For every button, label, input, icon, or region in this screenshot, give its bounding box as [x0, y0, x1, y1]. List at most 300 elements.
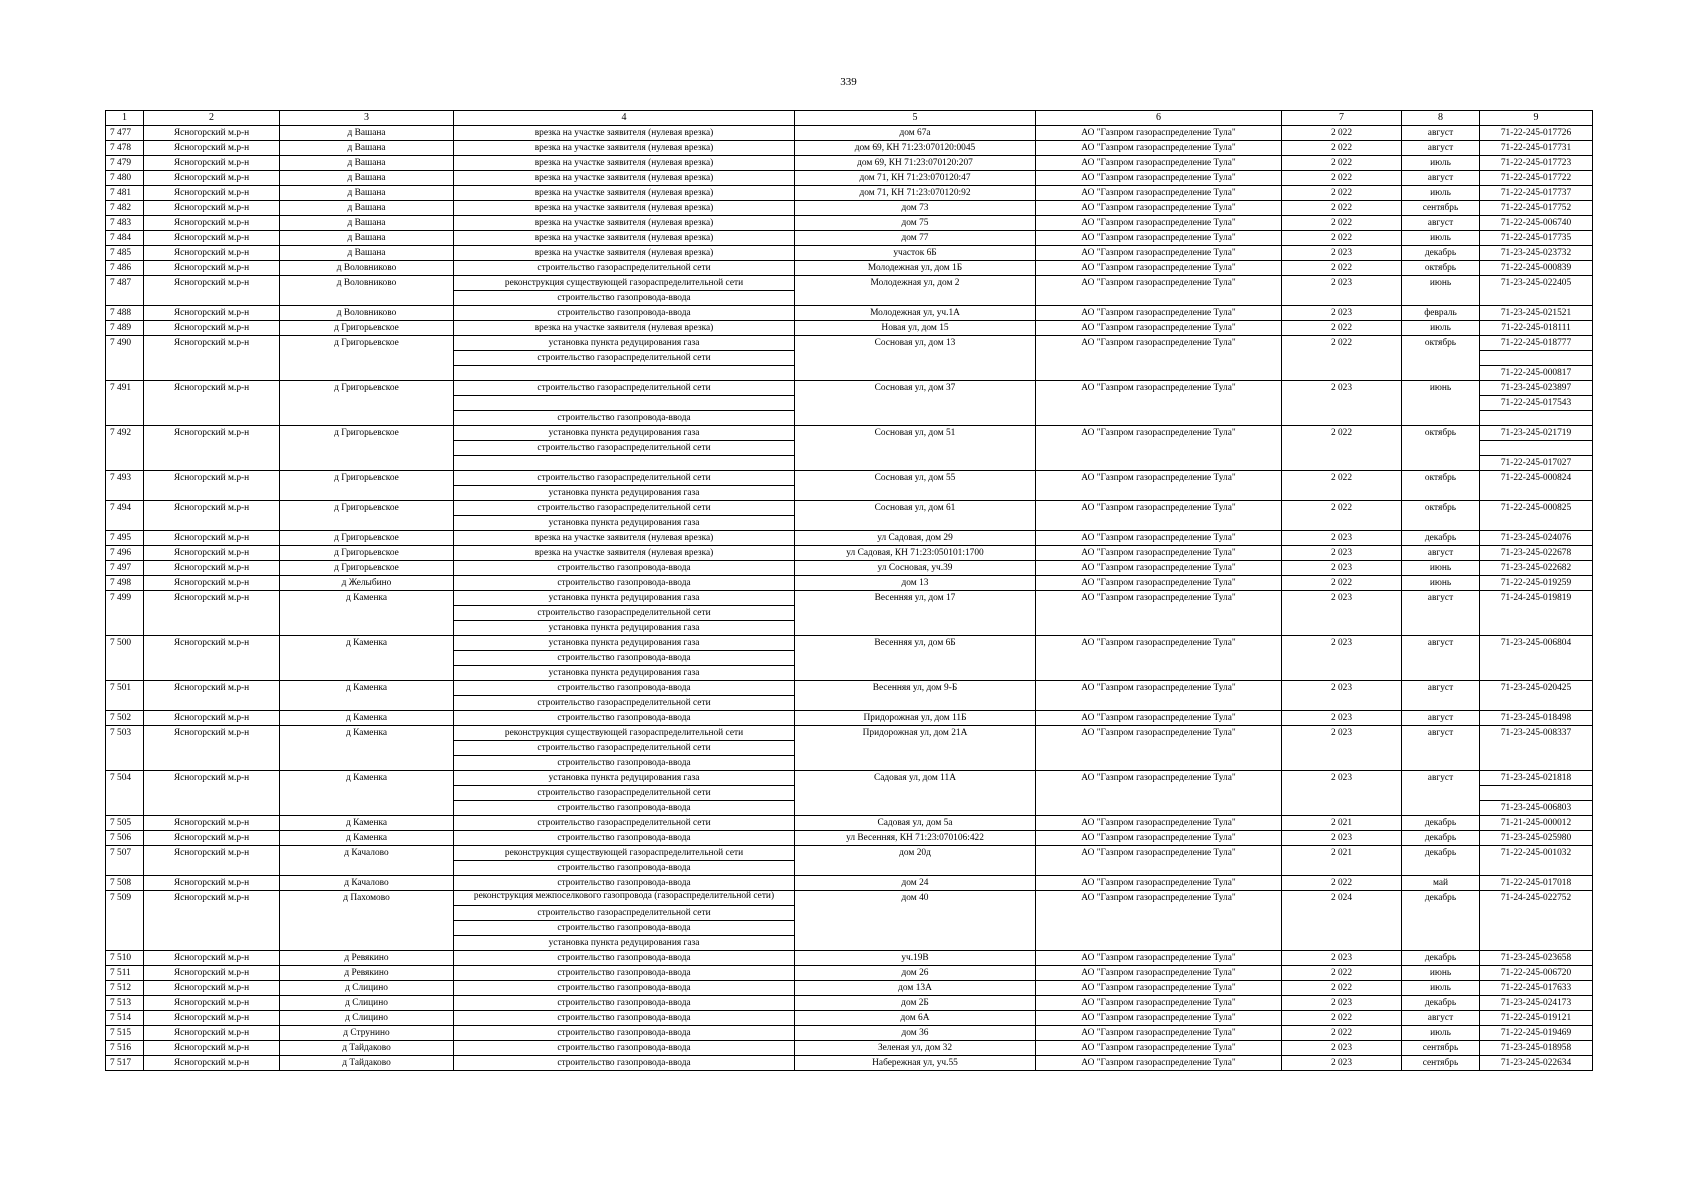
works-cell: врезка на участке заявителя (нулевая врезка) — [454, 141, 795, 156]
organization-cell: АО "Газпром газораспределение Тула" — [1036, 126, 1282, 141]
settlement-cell: д Григорьевское — [280, 546, 454, 561]
row-number-cell: 7 492 — [106, 426, 144, 471]
address-cell: Садовая ул, дом 11А — [795, 771, 1036, 816]
month-cell: декабрь — [1402, 816, 1480, 831]
address-cell: ул Садовая, КН 71:23:050101:1700 — [795, 546, 1036, 561]
organization-cell: АО "Газпром газораспределение Тула" — [1036, 471, 1282, 501]
works-cell: строительство газопровода-ввода — [454, 1011, 795, 1026]
code-cell: 71-23-245-022678 — [1480, 546, 1593, 561]
table-row — [106, 996, 1593, 1011]
month-cell: июль — [1402, 321, 1480, 336]
works-cell: строительство газопровода-ввода — [454, 561, 795, 576]
row-number-cell: 7 500 — [106, 636, 144, 681]
year-cell: 2 023 — [1282, 591, 1402, 636]
district-cell: Ясногорский м.р-н — [144, 876, 280, 891]
row-number-cell: 7 505 — [106, 816, 144, 831]
settlement-cell: д Ревякино — [280, 951, 454, 966]
settlement-cell: д Качалово — [280, 846, 454, 876]
month-cell: июль — [1402, 156, 1480, 171]
year-cell: 2 022 — [1282, 261, 1402, 276]
organization-cell: АО "Газпром газораспределение Тула" — [1036, 426, 1282, 471]
column-number-header: 2 — [144, 111, 280, 126]
district-cell: Ясногорский м.р-н — [144, 771, 280, 816]
address-cell: Новая ул, дом 15 — [795, 321, 1036, 336]
row-number-cell: 7 490 — [106, 336, 144, 381]
year-cell: 2 022 — [1282, 186, 1402, 201]
works-cell: строительство газораспределительной сети — [454, 606, 795, 621]
row-number-cell: 7 487 — [106, 276, 144, 306]
works-cell: реконструкция существующей газораспределительной сети — [454, 846, 795, 861]
table-row — [106, 981, 1593, 996]
organization-cell: АО "Газпром газораспределение Тула" — [1036, 726, 1282, 771]
row-number-cell: 7 491 — [106, 381, 144, 426]
works-cell: врезка на участке заявителя (нулевая врезка) — [454, 321, 795, 336]
code-cell: 71-22-245-018111 — [1480, 321, 1593, 336]
district-cell: Ясногорский м.р-н — [144, 261, 280, 276]
district-cell: Ясногорский м.р-н — [144, 681, 280, 711]
works-cell: строительство газопровода-ввода — [454, 291, 795, 306]
organization-cell: АО "Газпром газораспределение Тула" — [1036, 636, 1282, 681]
district-cell: Ясногорский м.р-н — [144, 591, 280, 636]
works-cell: строительство газопровода-ввода — [454, 1041, 795, 1056]
code-cell: 71-22-245-017722 — [1480, 171, 1593, 186]
year-cell: 2 023 — [1282, 561, 1402, 576]
table-row — [106, 336, 1593, 351]
settlement-cell: д Вашана — [280, 216, 454, 231]
table-row — [106, 771, 1593, 786]
address-cell: дом 6А — [795, 1011, 1036, 1026]
month-cell: август — [1402, 216, 1480, 231]
column-number-header: 5 — [795, 111, 1036, 126]
code-cell: 71-23-245-023732 — [1480, 246, 1593, 261]
settlement-cell: д Вашана — [280, 186, 454, 201]
address-cell: Весенняя ул, дом 6Б — [795, 636, 1036, 681]
code-cell: 71-23-245-022634 — [1480, 1056, 1593, 1071]
organization-cell: АО "Газпром газораспределение Тула" — [1036, 1026, 1282, 1041]
year-cell: 2 023 — [1282, 306, 1402, 321]
code-cell: 71-22-245-019259 — [1480, 576, 1593, 591]
district-cell: Ясногорский м.р-н — [144, 636, 280, 681]
table-row — [106, 246, 1593, 261]
code-cell: 71-22-245-017723 — [1480, 156, 1593, 171]
row-number-cell: 7 484 — [106, 231, 144, 246]
year-cell: 2 023 — [1282, 636, 1402, 681]
column-number-header: 4 — [454, 111, 795, 126]
month-cell: май — [1402, 876, 1480, 891]
year-cell: 2 023 — [1282, 1041, 1402, 1056]
month-cell: сентябрь — [1402, 1041, 1480, 1056]
row-number-cell: 7 515 — [106, 1026, 144, 1041]
address-cell: дом 73 — [795, 201, 1036, 216]
district-cell: Ясногорский м.р-н — [144, 156, 280, 171]
code-cell: 71-23-245-025980 — [1480, 831, 1593, 846]
year-cell: 2 023 — [1282, 1056, 1402, 1071]
month-cell: сентябрь — [1402, 1056, 1480, 1071]
year-cell: 2 023 — [1282, 381, 1402, 426]
works-cell: установка пункта редуцирования газа — [454, 516, 795, 531]
settlement-cell: д Вашана — [280, 246, 454, 261]
works-cell: реконструкция существующей газораспределительной сети — [454, 726, 795, 741]
code-cell: 71-22-245-001032 — [1480, 846, 1593, 876]
organization-cell: АО "Газпром газораспределение Тула" — [1036, 591, 1282, 636]
code-cell: 71-24-245-019819 — [1480, 591, 1593, 636]
district-cell: Ясногорский м.р-н — [144, 561, 280, 576]
month-cell: октябрь — [1402, 471, 1480, 501]
code-cell: 71-23-245-021521 — [1480, 306, 1593, 321]
table-row — [106, 261, 1593, 276]
code-cell: 71-22-245-006740 — [1480, 216, 1593, 231]
gasification-register-table — [105, 110, 1593, 1071]
row-number-cell: 7 488 — [106, 306, 144, 321]
table-row — [106, 381, 1593, 396]
year-cell: 2 022 — [1282, 156, 1402, 171]
year-cell: 2 022 — [1282, 126, 1402, 141]
settlement-cell: д Вашана — [280, 156, 454, 171]
works-cell: строительство газопровода-ввода — [454, 681, 795, 696]
settlement-cell: д Воловниково — [280, 261, 454, 276]
district-cell: Ясногорский м.р-н — [144, 966, 280, 981]
table-row — [106, 1026, 1593, 1041]
year-cell: 2 024 — [1282, 891, 1402, 951]
code-cell: 71-22-245-006720 — [1480, 966, 1593, 981]
table-row — [106, 561, 1593, 576]
works-cell: строительство газопровода-ввода — [454, 576, 795, 591]
organization-cell: АО "Газпром газораспределение Тула" — [1036, 276, 1282, 306]
page-number: 339 — [840, 76, 857, 88]
address-cell: дом 20д — [795, 846, 1036, 876]
year-cell: 2 023 — [1282, 711, 1402, 726]
address-cell: Сосновая ул, дом 37 — [795, 381, 1036, 426]
organization-cell: АО "Газпром газораспределение Тула" — [1036, 141, 1282, 156]
organization-cell: АО "Газпром газораспределение Тула" — [1036, 336, 1282, 381]
address-cell: дом 2Б — [795, 996, 1036, 1011]
address-cell: дом 77 — [795, 231, 1036, 246]
table-row — [106, 276, 1593, 291]
district-cell: Ясногорский м.р-н — [144, 576, 280, 591]
organization-cell: АО "Газпром газораспределение Тула" — [1036, 1041, 1282, 1056]
district-cell: Ясногорский м.р-н — [144, 501, 280, 531]
works-cell: строительство газопровода-ввода — [454, 711, 795, 726]
works-cell: установка пункта редуцирования газа — [454, 336, 795, 351]
settlement-cell: д Григорьевское — [280, 336, 454, 381]
address-cell: дом 71, КН 71:23:070120:92 — [795, 186, 1036, 201]
address-cell: дом 67а — [795, 126, 1036, 141]
code-cell — [1480, 411, 1593, 426]
row-number-cell: 7 517 — [106, 1056, 144, 1071]
works-cell: строительство газопровода-ввода — [454, 1026, 795, 1041]
row-number-cell: 7 507 — [106, 846, 144, 876]
month-cell: октябрь — [1402, 501, 1480, 531]
works-cell: строительство газораспределительной сети — [454, 261, 795, 276]
settlement-cell: д Каменка — [280, 681, 454, 711]
address-cell: Молодежная ул, дом 1Б — [795, 261, 1036, 276]
table-row — [106, 576, 1593, 591]
district-cell: Ясногорский м.р-н — [144, 471, 280, 501]
works-cell: строительство газопровода-ввода — [454, 831, 795, 846]
code-cell: 71-23-245-021719 — [1480, 426, 1593, 441]
row-number-cell: 7 478 — [106, 141, 144, 156]
works-cell: врезка на участке заявителя (нулевая врезка) — [454, 246, 795, 261]
works-cell: строительство газопровода-ввода — [454, 756, 795, 771]
settlement-cell: д Ревякино — [280, 966, 454, 981]
organization-cell: АО "Газпром газораспределение Тула" — [1036, 1011, 1282, 1026]
address-cell: дом 13А — [795, 981, 1036, 996]
settlement-cell: д Каменка — [280, 831, 454, 846]
works-cell: строительство газораспределительной сети — [454, 501, 795, 516]
works-cell: строительство газопровода-ввода — [454, 996, 795, 1011]
organization-cell: АО "Газпром газораспределение Тула" — [1036, 216, 1282, 231]
district-cell: Ясногорский м.р-н — [144, 336, 280, 381]
organization-cell: АО "Газпром газораспределение Тула" — [1036, 816, 1282, 831]
works-cell: установка пункта редуцирования газа — [454, 771, 795, 786]
address-cell: Весенняя ул, дом 17 — [795, 591, 1036, 636]
settlement-cell: д Тайдаково — [280, 1041, 454, 1056]
month-cell: август — [1402, 591, 1480, 636]
row-number-cell: 7 511 — [106, 966, 144, 981]
address-cell: дом 75 — [795, 216, 1036, 231]
organization-cell: АО "Газпром газораспределение Тула" — [1036, 231, 1282, 246]
code-cell: 71-23-245-024076 — [1480, 531, 1593, 546]
code-cell: 71-23-245-022405 — [1480, 276, 1593, 306]
month-cell: февраль — [1402, 306, 1480, 321]
works-cell: строительство газопровода-ввода — [454, 1056, 795, 1071]
table-row — [106, 471, 1593, 486]
district-cell: Ясногорский м.р-н — [144, 531, 280, 546]
table-row — [106, 966, 1593, 981]
works-cell: установка пункта редуцирования газа — [454, 426, 795, 441]
table-row — [106, 141, 1593, 156]
works-cell — [454, 396, 795, 411]
code-cell: 71-22-245-000817 — [1480, 366, 1593, 381]
row-number-cell: 7 483 — [106, 216, 144, 231]
table-row — [106, 726, 1593, 741]
settlement-cell: д Вашана — [280, 141, 454, 156]
code-cell: 71-23-245-023897 — [1480, 381, 1593, 396]
year-cell: 2 022 — [1282, 171, 1402, 186]
table-row — [106, 1056, 1593, 1071]
organization-cell: АО "Газпром газораспределение Тула" — [1036, 846, 1282, 876]
organization-cell: АО "Газпром газораспределение Тула" — [1036, 306, 1282, 321]
district-cell: Ясногорский м.р-н — [144, 951, 280, 966]
works-cell: строительство газопровода-ввода — [454, 921, 795, 936]
table-row — [106, 876, 1593, 891]
address-cell: Сосновая ул, дом 51 — [795, 426, 1036, 471]
district-cell: Ясногорский м.р-н — [144, 201, 280, 216]
code-cell: 71-21-245-000012 — [1480, 816, 1593, 831]
settlement-cell: д Григорьевское — [280, 561, 454, 576]
year-cell: 2 022 — [1282, 471, 1402, 501]
table-row — [106, 171, 1593, 186]
district-cell: Ясногорский м.р-н — [144, 981, 280, 996]
column-number-header: 8 — [1402, 111, 1480, 126]
code-cell: 71-22-245-017027 — [1480, 456, 1593, 471]
address-cell: дом 71, КН 71:23:070120:47 — [795, 171, 1036, 186]
month-cell: сентябрь — [1402, 201, 1480, 216]
works-cell: строительство газораспределительной сети — [454, 381, 795, 396]
district-cell: Ясногорский м.р-н — [144, 321, 280, 336]
code-cell: 71-23-245-021818 — [1480, 771, 1593, 786]
column-number-header: 7 — [1282, 111, 1402, 126]
settlement-cell: д Григорьевское — [280, 531, 454, 546]
settlement-cell: д Каменка — [280, 591, 454, 636]
works-cell: установка пункта редуцирования газа — [454, 591, 795, 606]
table-row — [106, 216, 1593, 231]
table-row — [106, 816, 1593, 831]
district-cell: Ясногорский м.р-н — [144, 711, 280, 726]
year-cell: 2 021 — [1282, 846, 1402, 876]
district-cell: Ясногорский м.р-н — [144, 426, 280, 471]
works-cell: строительство газопровода-ввода — [454, 801, 795, 816]
organization-cell: АО "Газпром газораспределение Тула" — [1036, 201, 1282, 216]
district-cell: Ясногорский м.р-н — [144, 831, 280, 846]
organization-cell: АО "Газпром газораспределение Тула" — [1036, 546, 1282, 561]
code-cell: 71-22-245-017731 — [1480, 141, 1593, 156]
row-number-cell: 7 480 — [106, 171, 144, 186]
organization-cell: АО "Газпром газораспределение Тула" — [1036, 831, 1282, 846]
row-number-cell: 7 504 — [106, 771, 144, 816]
works-cell: реконструкция существующей газораспределительной сети — [454, 276, 795, 291]
month-cell: декабрь — [1402, 846, 1480, 876]
table-row — [106, 681, 1593, 696]
district-cell: Ясногорский м.р-н — [144, 846, 280, 876]
table-row — [106, 846, 1593, 861]
year-cell: 2 023 — [1282, 996, 1402, 1011]
code-cell: 71-23-245-023658 — [1480, 951, 1593, 966]
month-cell: июнь — [1402, 561, 1480, 576]
code-cell: 71-22-245-019469 — [1480, 1026, 1593, 1041]
works-cell: врезка на участке заявителя (нулевая врезка) — [454, 156, 795, 171]
year-cell: 2 022 — [1282, 981, 1402, 996]
year-cell: 2 023 — [1282, 276, 1402, 306]
works-cell: врезка на участке заявителя (нулевая врезка) — [454, 186, 795, 201]
table-row — [106, 891, 1593, 906]
address-cell: дом 24 — [795, 876, 1036, 891]
code-cell: 71-22-245-018777 — [1480, 336, 1593, 351]
works-cell — [454, 366, 795, 381]
table-row — [106, 126, 1593, 141]
settlement-cell: д Вашана — [280, 171, 454, 186]
year-cell: 2 023 — [1282, 831, 1402, 846]
year-cell: 2 023 — [1282, 531, 1402, 546]
year-cell: 2 023 — [1282, 546, 1402, 561]
settlement-cell: д Слицино — [280, 1011, 454, 1026]
row-number-cell: 7 477 — [106, 126, 144, 141]
table-header-row — [106, 111, 1593, 126]
row-number-cell: 7 508 — [106, 876, 144, 891]
district-cell: Ясногорский м.р-н — [144, 1026, 280, 1041]
works-cell: врезка на участке заявителя (нулевая врезка) — [454, 201, 795, 216]
month-cell: декабрь — [1402, 831, 1480, 846]
year-cell: 2 022 — [1282, 216, 1402, 231]
address-cell: Молодежная ул, дом 2 — [795, 276, 1036, 306]
organization-cell: АО "Газпром газораспределение Тула" — [1036, 576, 1282, 591]
code-cell: 71-22-245-017018 — [1480, 876, 1593, 891]
works-cell: установка пункта редуцирования газа — [454, 936, 795, 951]
works-cell: реконструкция межпоселкового газопровода (газораспределительной сети) — [454, 891, 795, 906]
organization-cell: АО "Газпром газораспределение Тула" — [1036, 171, 1282, 186]
month-cell: декабрь — [1402, 246, 1480, 261]
code-cell: 71-22-245-017726 — [1480, 126, 1593, 141]
organization-cell: АО "Газпром газораспределение Тула" — [1036, 771, 1282, 816]
month-cell: июнь — [1402, 966, 1480, 981]
row-number-cell: 7 498 — [106, 576, 144, 591]
month-cell: декабрь — [1402, 531, 1480, 546]
row-number-cell: 7 493 — [106, 471, 144, 501]
address-cell: Придорожная ул, дом 11Б — [795, 711, 1036, 726]
address-cell: Сосновая ул, дом 61 — [795, 501, 1036, 531]
district-cell: Ясногорский м.р-н — [144, 141, 280, 156]
code-cell: 71-23-245-006803 — [1480, 801, 1593, 816]
works-cell: врезка на участке заявителя (нулевая врезка) — [454, 216, 795, 231]
table-row — [106, 321, 1593, 336]
code-cell: 71-22-245-017735 — [1480, 231, 1593, 246]
organization-cell: АО "Газпром газораспределение Тула" — [1036, 156, 1282, 171]
settlement-cell: д Воловниково — [280, 276, 454, 306]
settlement-cell: д Вашана — [280, 126, 454, 141]
district-cell: Ясногорский м.р-н — [144, 186, 280, 201]
works-cell: установка пункта редуцирования газа — [454, 486, 795, 501]
month-cell: декабрь — [1402, 951, 1480, 966]
settlement-cell: д Слицино — [280, 996, 454, 1011]
organization-cell: АО "Газпром газораспределение Тула" — [1036, 996, 1282, 1011]
settlement-cell: д Каменка — [280, 816, 454, 831]
address-cell: Придорожная ул, дом 21А — [795, 726, 1036, 771]
settlement-cell: д Григорьевское — [280, 501, 454, 531]
row-number-cell: 7 489 — [106, 321, 144, 336]
organization-cell: АО "Газпром газораспределение Тула" — [1036, 381, 1282, 426]
works-cell: строительство газораспределительной сети — [454, 786, 795, 801]
year-cell: 2 022 — [1282, 201, 1402, 216]
address-cell: Сосновая ул, дом 55 — [795, 471, 1036, 501]
address-cell: Молодежная ул, уч.1А — [795, 306, 1036, 321]
code-cell: 71-22-245-017543 — [1480, 396, 1593, 411]
works-cell: строительство газопровода-ввода — [454, 411, 795, 426]
works-cell: врезка на участке заявителя (нулевая врезка) — [454, 231, 795, 246]
year-cell: 2 023 — [1282, 246, 1402, 261]
row-number-cell: 7 514 — [106, 1011, 144, 1026]
settlement-cell: д Каменка — [280, 726, 454, 771]
address-cell: Сосновая ул, дом 13 — [795, 336, 1036, 381]
month-cell: июль — [1402, 981, 1480, 996]
settlement-cell: д Каменка — [280, 711, 454, 726]
year-cell: 2 023 — [1282, 726, 1402, 771]
table-row — [106, 591, 1593, 606]
code-cell: 71-23-245-006804 — [1480, 636, 1593, 681]
organization-cell: АО "Газпром газораспределение Тула" — [1036, 1056, 1282, 1071]
district-cell: Ясногорский м.р-н — [144, 1041, 280, 1056]
works-cell: строительство газораспределительной сети — [454, 471, 795, 486]
district-cell: Ясногорский м.р-н — [144, 246, 280, 261]
year-cell: 2 023 — [1282, 771, 1402, 816]
code-cell: 71-22-245-000839 — [1480, 261, 1593, 276]
address-cell: дом 36 — [795, 1026, 1036, 1041]
district-cell: Ясногорский м.р-н — [144, 216, 280, 231]
district-cell: Ясногорский м.р-н — [144, 171, 280, 186]
row-number-cell: 7 501 — [106, 681, 144, 711]
code-cell — [1480, 441, 1593, 456]
row-number-cell: 7 494 — [106, 501, 144, 531]
settlement-cell: д Каменка — [280, 636, 454, 681]
table-row — [106, 951, 1593, 966]
works-cell: строительство газопровода-ввода — [454, 651, 795, 666]
month-cell: август — [1402, 636, 1480, 681]
table-row — [106, 201, 1593, 216]
table-row — [106, 1011, 1593, 1026]
organization-cell: АО "Газпром газораспределение Тула" — [1036, 321, 1282, 336]
address-cell: Набережная ул, уч.55 — [795, 1056, 1036, 1071]
column-number-header: 3 — [280, 111, 454, 126]
table-row — [106, 1041, 1593, 1056]
